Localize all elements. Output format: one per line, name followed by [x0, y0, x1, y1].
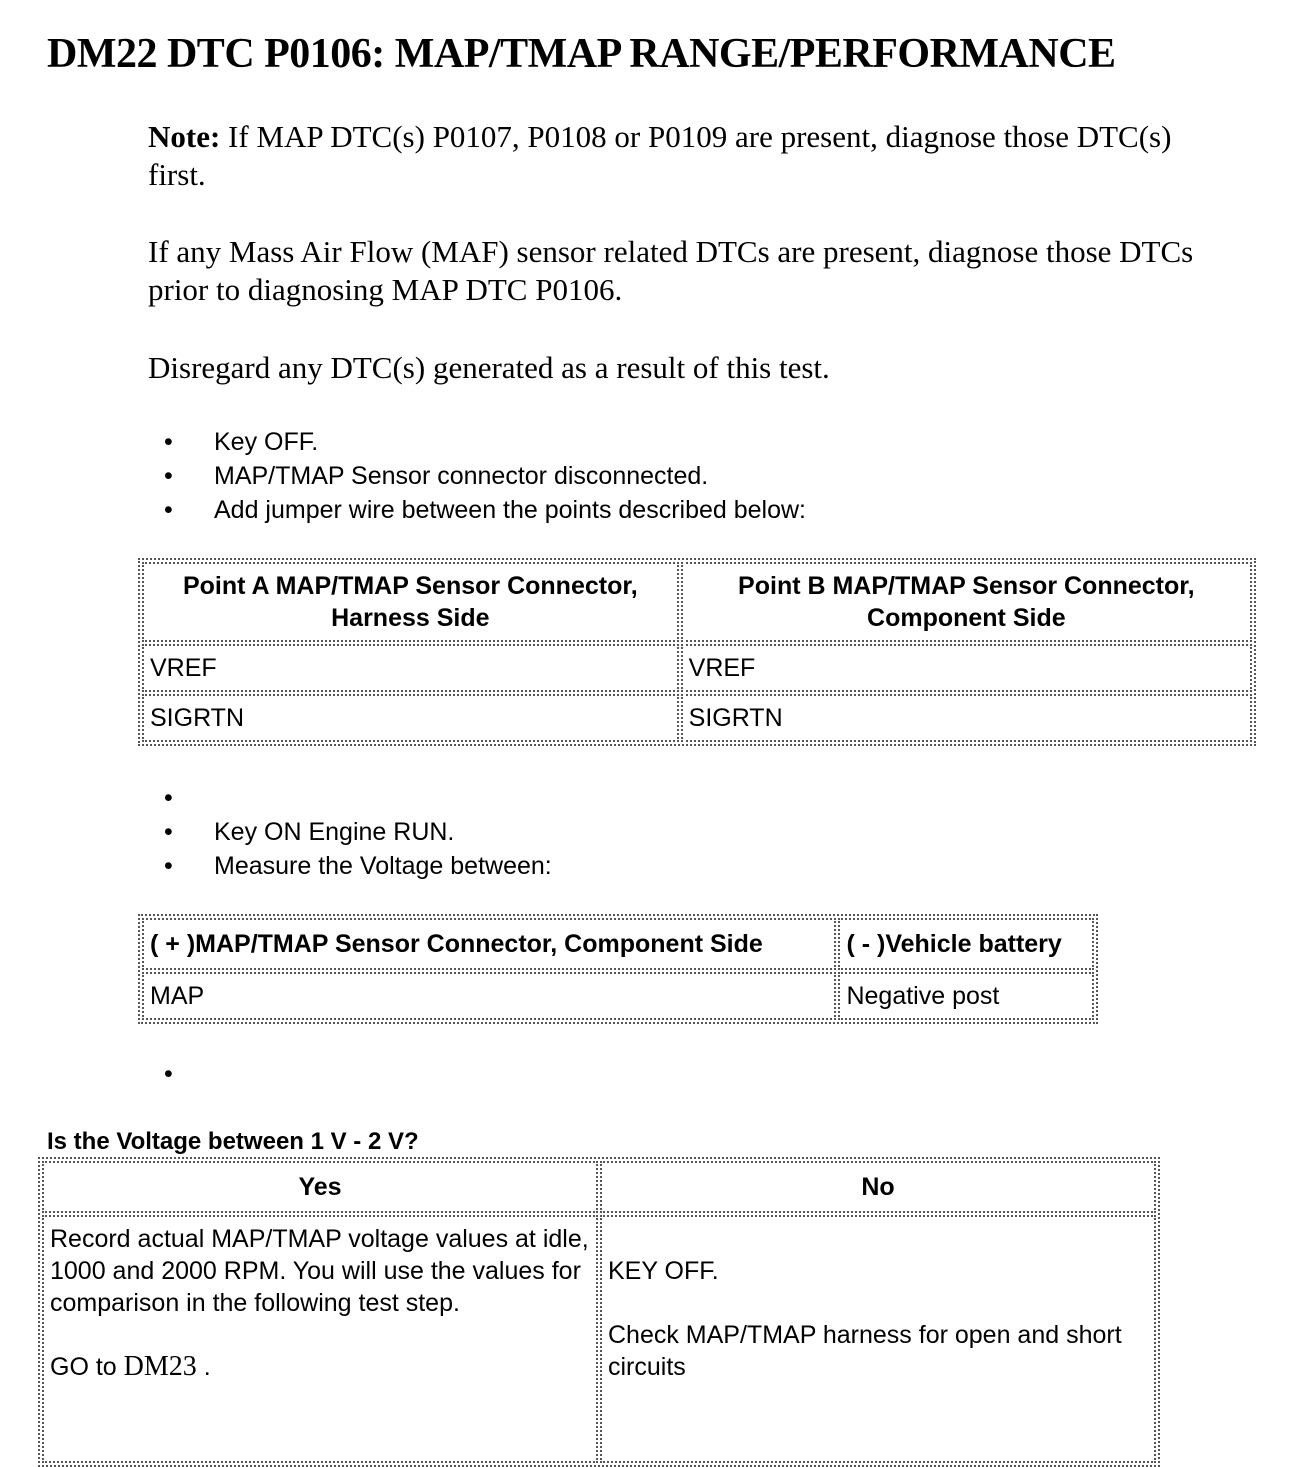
column-header: Point B MAP/TMAP Sensor Connector, Component Side [681, 562, 1252, 642]
bullet-icon: • [164, 818, 173, 846]
table-row [142, 644, 1252, 692]
column-header: ( + )MAP/TMAP Sensor Connector, Component Side [142, 918, 836, 970]
list-item: • MAP/TMAP Sensor connector disconnected. [0, 459, 806, 493]
table-cell: SIGRTN [681, 694, 1252, 742]
disregard-note-paragraph: Disregard any DTC(s) generated as a result of this test. [148, 350, 830, 385]
bullet-icon: • [164, 1060, 173, 1088]
list-item: • Measure the Voltage between: [0, 849, 552, 883]
no-cell [600, 1215, 1156, 1463]
list-item [0, 781, 552, 815]
table-header-row [42, 1161, 1156, 1213]
page-title: DM22 DTC P0106: MAP/TMAP RANGE/PERFORMANCE [47, 31, 1116, 77]
table-cell: Negative post [838, 972, 1094, 1020]
table-cell: VREF [142, 644, 679, 692]
list-item: • Key OFF. [0, 425, 806, 459]
column-header: ( - )Vehicle battery [838, 918, 1094, 970]
table-cell: MAP [142, 972, 836, 1020]
table-header-row [142, 562, 1252, 642]
goto-dm23-link[interactable]: DM23 [123, 1351, 197, 1382]
maf-note-paragraph: If any Mass Air Flow (MAF) sensor related DTCs are present, diagnose those DTCs prior to diagnosing MAP DTC P0106. [148, 234, 1194, 307]
table-row [142, 694, 1252, 742]
goto-suffix: . [196, 1353, 211, 1381]
list-item [0, 1057, 214, 1091]
table-row [142, 972, 1094, 1020]
no-header: No [600, 1161, 1156, 1213]
measure-table [138, 914, 1098, 1024]
step-list-1 [0, 425, 806, 527]
list-item: • Add jumper wire between the points described below: [0, 493, 806, 527]
note-paragraph [148, 118, 1228, 194]
list-item: • Key ON Engine RUN. [0, 815, 552, 849]
yes-text: Record actual MAP/TMAP voltage values at idle, 1000 and 2000 RPM. You will use the values for comparison in the following test step. [50, 1225, 589, 1317]
bullet-icon: • [164, 462, 173, 490]
no-text-1: KEY OFF. [608, 1257, 719, 1285]
step-list-3 [0, 1057, 214, 1091]
bullet-icon: • [164, 784, 173, 812]
bullet-icon: • [164, 496, 173, 524]
table-header-row [142, 918, 1094, 970]
table-cell: VREF [681, 644, 1252, 692]
column-header: Point A MAP/TMAP Sensor Connector, Harness Side [142, 562, 679, 642]
table-row [42, 1215, 1156, 1463]
note-label: Note: [148, 119, 221, 154]
yes-header: Yes [42, 1161, 598, 1213]
bullet-icon: • [164, 428, 173, 456]
note-text: If MAP DTC(s) P0107, P0108 or P0109 are present, diagnose those DTC(s) first. [148, 119, 1172, 192]
result-table [38, 1157, 1160, 1467]
yes-cell [42, 1215, 598, 1463]
step-list-2 [0, 781, 552, 883]
question-heading: Is the Voltage between 1 V - 2 V? [47, 1128, 419, 1155]
no-text-2: Check MAP/TMAP harness for open and short circuits [608, 1321, 1122, 1381]
goto-prefix: GO to [50, 1353, 124, 1381]
bullet-icon: • [164, 852, 173, 880]
table-cell: SIGRTN [142, 694, 679, 742]
jumper-table [138, 558, 1256, 746]
